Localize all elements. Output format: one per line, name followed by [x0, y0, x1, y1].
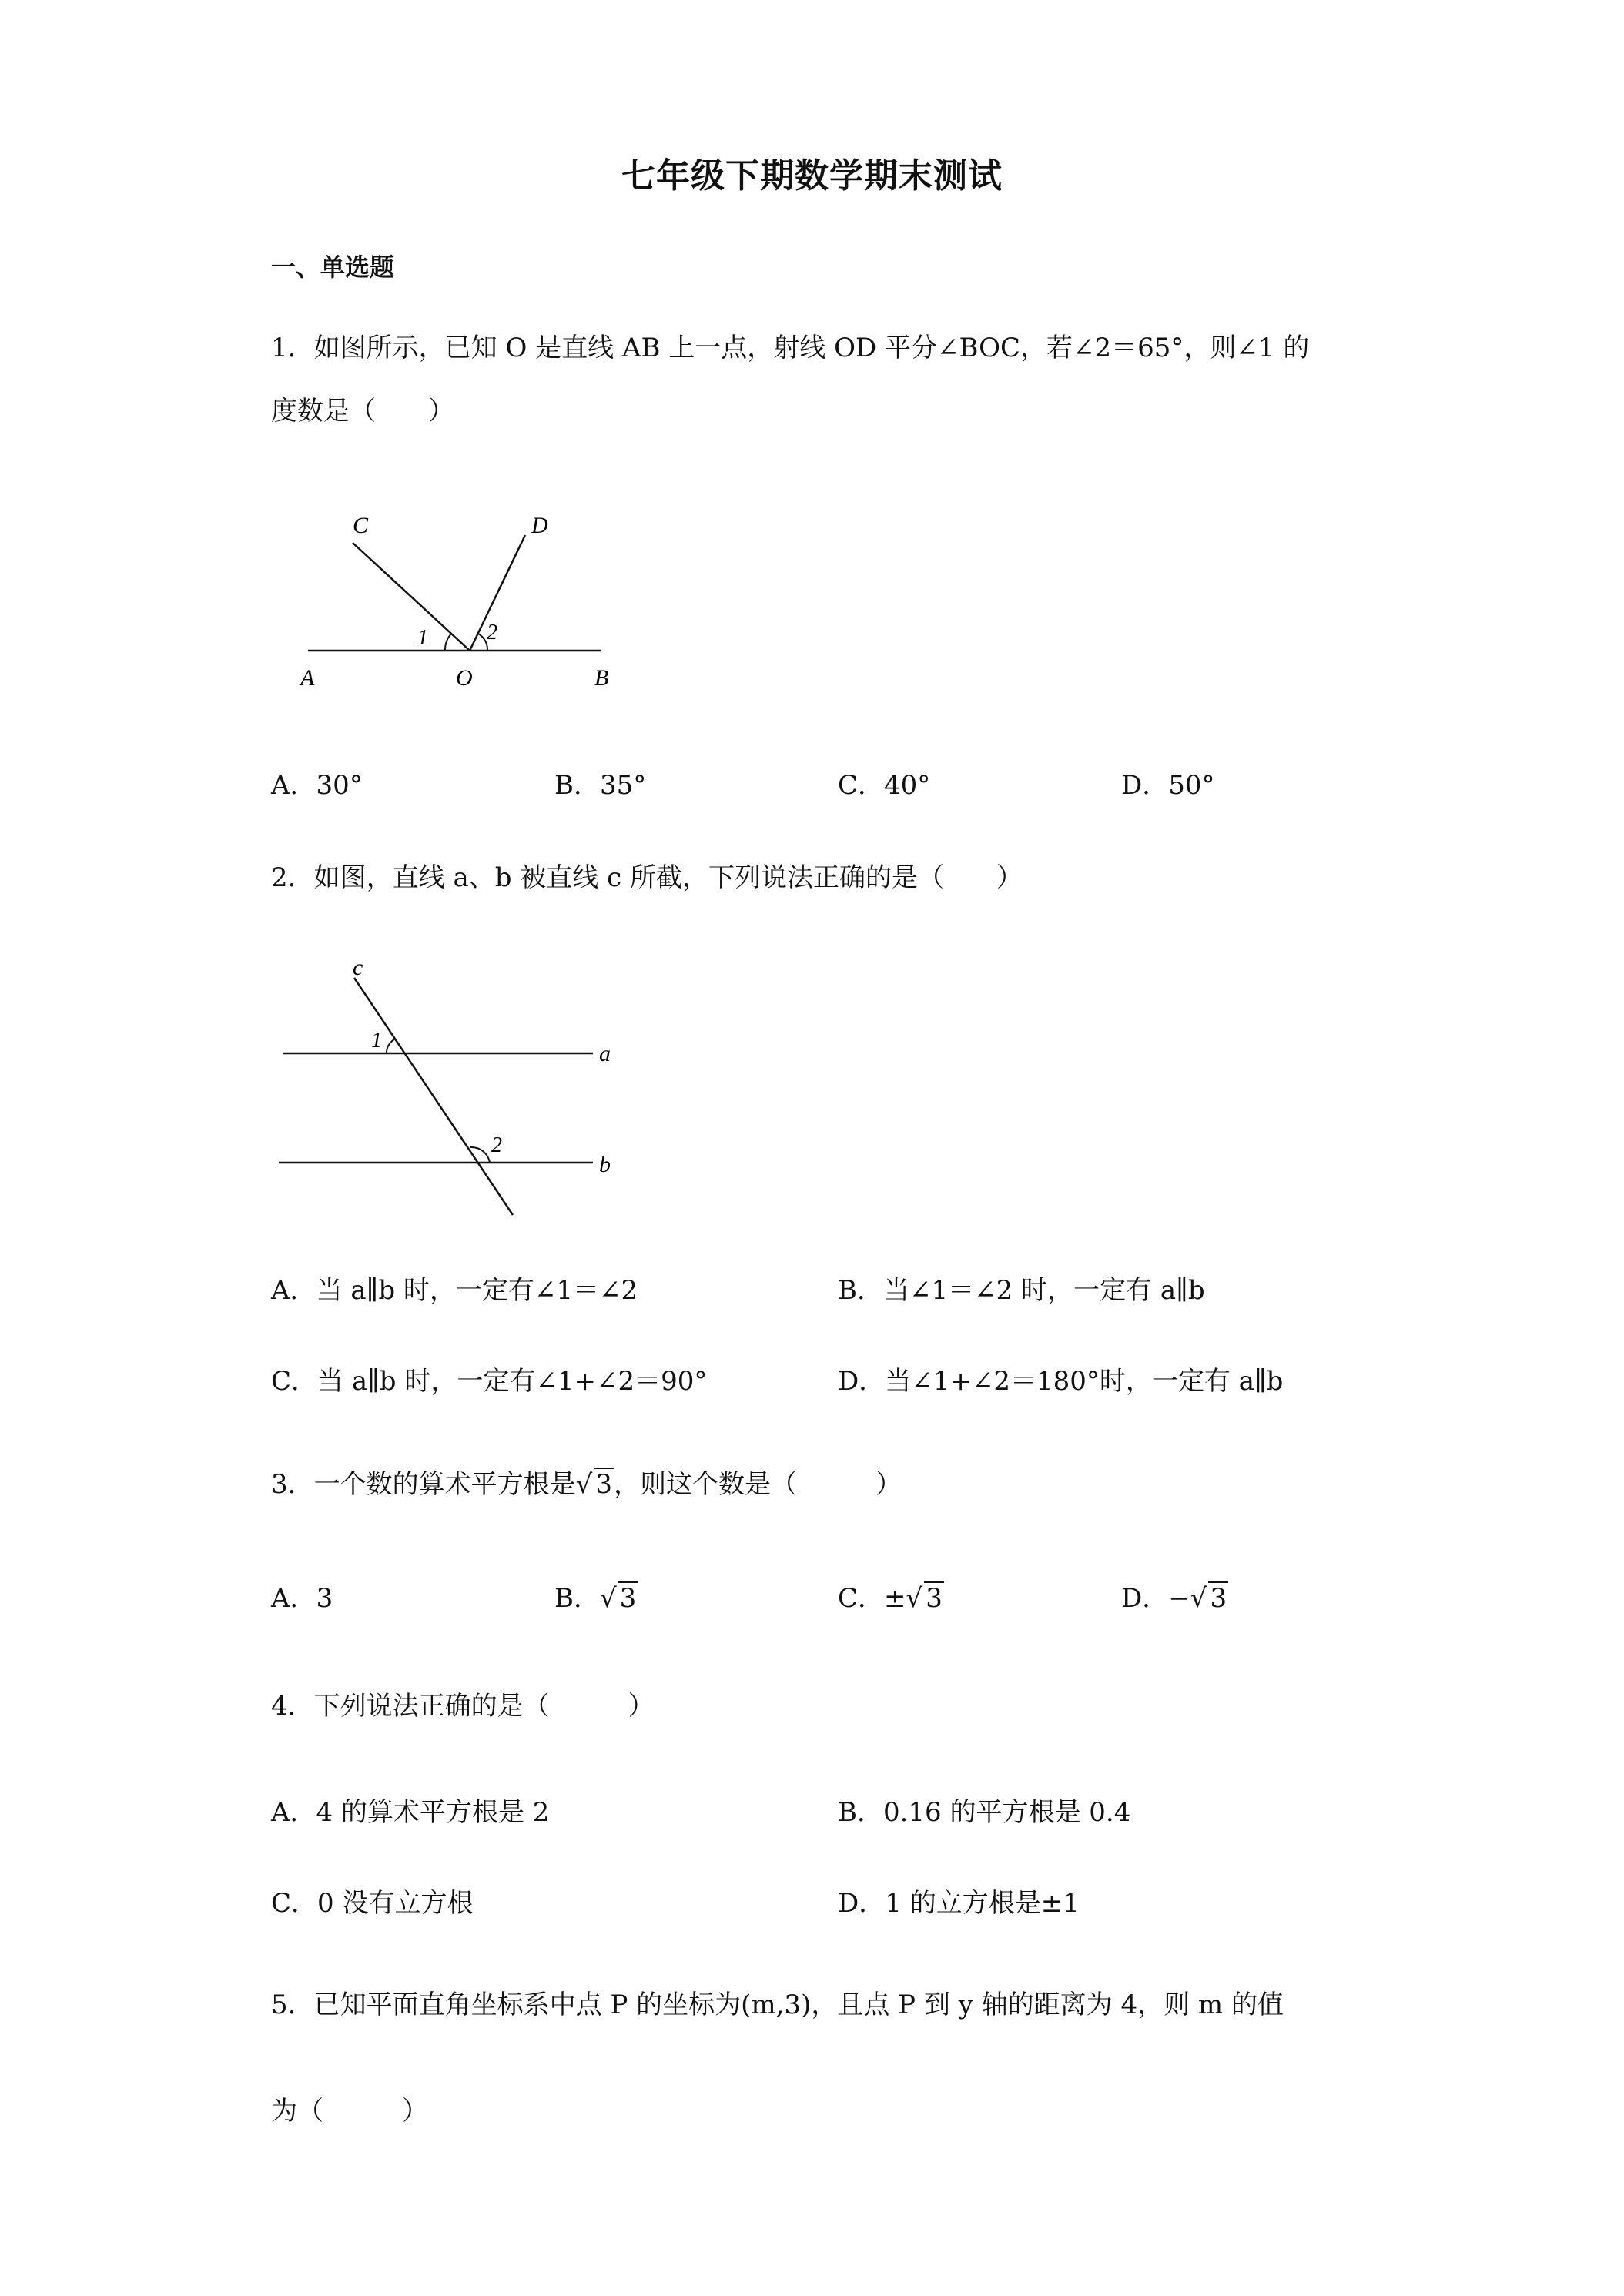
q2-option-b: B．当∠1＝∠2 时，一定有 a∥b	[838, 1275, 1205, 1306]
q3-option-b-label: B．	[554, 1583, 600, 1614]
label-c: C	[353, 513, 369, 538]
q3-option-c-radicand: 3	[926, 1583, 943, 1614]
q3-radicand: 3	[595, 1469, 612, 1500]
label-d: D	[531, 513, 548, 538]
q4-option-d: D．1 的立方根是±1	[838, 1888, 1080, 1919]
q2-option-d: D．当∠1+∠2＝180°时，一定有 a∥b	[838, 1366, 1284, 1397]
q3-text-line1	[271, 1469, 902, 1501]
q5-text-line2: 为（ ）	[271, 2096, 428, 2127]
q5-text-line1: 5．已知平面直角坐标系中点 P 的坐标为(m,3)，且点 P 到 y 轴的距离为 4，则 m 的值	[271, 1990, 1284, 2020]
label-a: a	[599, 1041, 611, 1066]
q2-option-a: A．当 a∥b 时，一定有∠1＝∠2	[271, 1275, 638, 1306]
q3-prefix: 3．一个数的算术平方根是	[271, 1469, 576, 1500]
sqrt-symbol: √ 3	[1190, 1583, 1227, 1614]
q2-text-line1: 2．如图，直线 a、b 被直线 c 所截，下列说法正确的是（ ）	[271, 862, 1023, 893]
q3-option-d	[1121, 1583, 1228, 1615]
q4-option-a: A．4 的算术平方根是 2	[271, 1797, 550, 1828]
label-o: O	[456, 665, 473, 691]
q4-text-line1: 4．下列说法正确的是（ ）	[271, 1691, 655, 1722]
q1-text-line1: 1．如图所示，已知 O 是直线 AB 上一点，射线 OD 平分∠BOC，若∠2＝65°，则∠1 的	[271, 333, 1310, 363]
q1-option-c: C．40°	[838, 770, 931, 801]
angle-1-arc	[445, 634, 451, 651]
q1-figure	[285, 500, 639, 701]
q3-option-a	[271, 1583, 333, 1615]
page-title: 七年级下期数学期末测试	[621, 156, 1003, 196]
ray-od	[470, 535, 525, 651]
sqrt-symbol: √ 3	[906, 1583, 943, 1614]
q1-text-line2: 度数是（ ）	[271, 396, 454, 427]
q2-figure	[270, 947, 639, 1224]
q2-option-c: C．当 a∥b 时，一定有∠1+∠2＝90°	[271, 1366, 708, 1397]
q3-option-b-radicand: 3	[619, 1583, 637, 1614]
ray-oc	[353, 543, 470, 651]
q3-option-d-sign: −	[1168, 1583, 1190, 1614]
q3-option-c-label: C．	[838, 1583, 885, 1614]
q4-option-c: C．0 没有立方根	[271, 1888, 474, 1919]
q3-option-d-label: D．	[1121, 1583, 1169, 1614]
q3-option-d-radicand: 3	[1210, 1583, 1227, 1614]
label-angle-2: 2	[491, 1133, 502, 1157]
angle-1-arc	[387, 1039, 394, 1053]
q3-option-a-label: A．	[271, 1583, 316, 1614]
q1-option-a: A．30°	[271, 770, 363, 801]
q3-option-a-value: 3	[316, 1583, 333, 1614]
q3-option-c-sign: ±	[884, 1583, 906, 1614]
sqrt-symbol: √ 3	[600, 1583, 637, 1614]
line-c	[354, 978, 513, 1215]
q3-option-c	[838, 1583, 944, 1615]
label-angle-1: 1	[417, 626, 428, 650]
q1-option-b: B．35°	[554, 770, 647, 801]
label-angle-1: 1	[371, 1029, 382, 1053]
label-c: c	[353, 955, 363, 980]
section-heading: 一、单选题	[271, 253, 395, 282]
label-b: B	[594, 665, 609, 691]
q3-suffix: ，则这个数是（ ）	[613, 1469, 902, 1500]
q3-option-b	[554, 1583, 638, 1615]
label-angle-2: 2	[487, 621, 497, 644]
label-a: A	[300, 665, 315, 691]
label-b: b	[599, 1152, 611, 1177]
q4-option-b: B．0.16 的平方根是 0.4	[838, 1797, 1131, 1828]
q1-option-d: D．50°	[1121, 770, 1215, 801]
sqrt-symbol: √ 3	[575, 1469, 612, 1500]
